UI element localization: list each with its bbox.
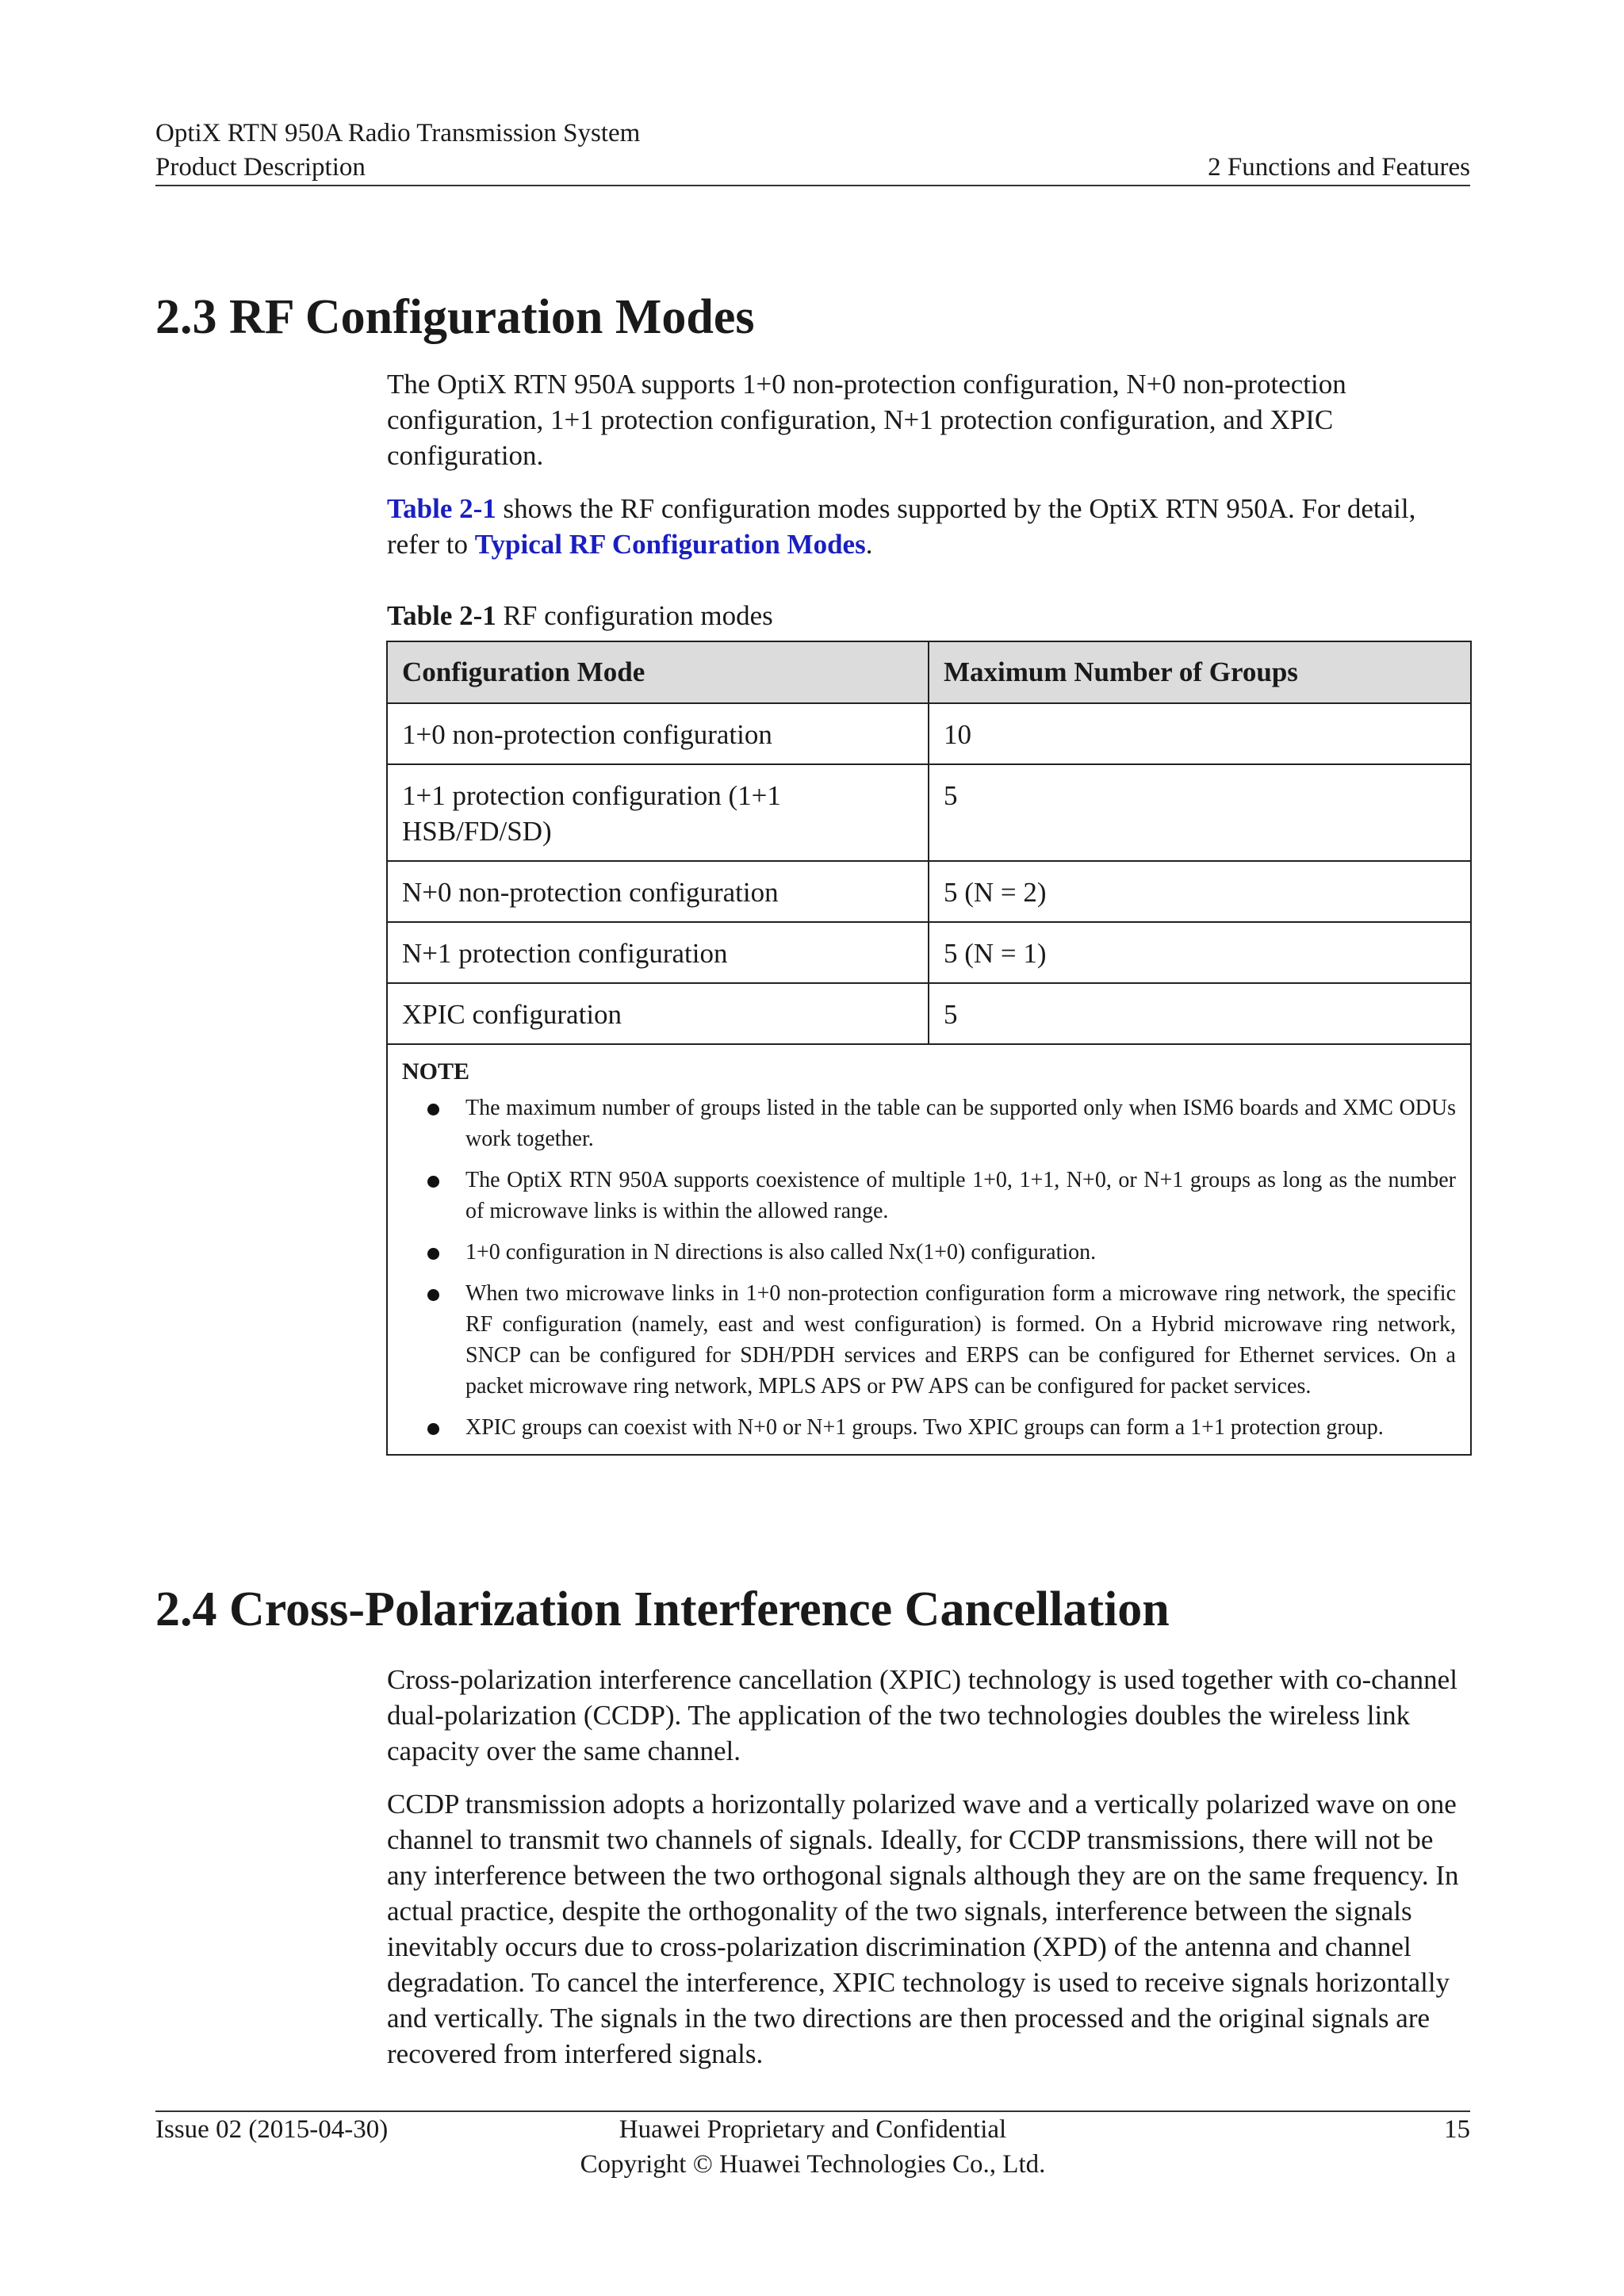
table-cell-groups: 5 [929, 983, 1471, 1044]
table-cell-mode: 1+0 non-protection configuration [387, 703, 929, 764]
table-cell-groups: 5 (N = 2) [929, 861, 1471, 922]
typical-rf-configuration-modes-link[interactable]: Typical RF Configuration Modes [474, 529, 866, 560]
header-row [155, 150, 1470, 185]
note-item: When two microwave links in 1+0 non-protection configuration form a microwave ring network, the specific RF configuration (namely, east and west configuration) is formed. On a Hybrid microwave ring network, SNCP can be configured for SDH/PDH services and ERPS can be configured for Ethernet services. On a packet microwave ring network, MPLS APS or PW APS can be configured for packet services. [402, 1278, 1456, 1402]
table-note-row [387, 1044, 1471, 1455]
table-cell-groups: 10 [929, 703, 1471, 764]
table-cell-mode: N+1 protection configuration [387, 922, 929, 983]
footer-copyright: Copyright © Huawei Technologies Co., Ltd. [580, 2150, 1046, 2179]
table-row [387, 764, 1471, 861]
table-cell-mode: N+0 non-protection configuration [387, 861, 929, 922]
note-item: 1+0 configuration in N directions is also called Nx(1+0) configuration. [402, 1237, 1456, 1268]
column-header-configuration-mode: Configuration Mode [387, 641, 929, 703]
table-header-row [387, 641, 1471, 703]
table-row [387, 983, 1471, 1044]
footer-confidential: Huawei Proprietary and Confidential [619, 2115, 1007, 2144]
table-row [387, 861, 1471, 922]
section-2-4-paragraph-2: CCDP transmission adopts a horizontally polarized wave and a vertically polarized wave on one channel to transmit two channels of signals. Ideally, for CCDP transmissions, there will not be any interference between the two orthogonal signals although they are on the same frequency. In actual practice, despite the orthogonality of the two signals, interference between the signals inevitably occurs due to cross-polarization discrimination (XPD) of the antenna and channel degradation. To cancel the interference, XPIC technology is used to receive signals horizontally and vertically. The signals in the two directions are then processed and the original signals are recovered from interfered signals. [387, 1789, 1459, 2069]
table-caption-text: RF configuration modes [496, 600, 773, 631]
note-item: XPIC groups can coexist with N+0 or N+1 groups. Two XPIC groups can form a 1+1 protection group. [402, 1412, 1456, 1443]
note-item: The OptiX RTN 950A supports coexistence of multiple 1+0, 1+1, N+0, or N+1 groups as long as the number of microwave links is within the allowed range. [402, 1165, 1456, 1226]
footer-issue: Issue 02 (2015-04-30) [155, 2115, 389, 2144]
header-doc-type: Product Description [155, 153, 366, 182]
header-divider [155, 185, 1470, 186]
section-2-4-title: 2.4 Cross-Polarization Interference Cancellation [155, 1582, 1170, 1636]
paragraph-text-end: . [865, 529, 873, 560]
paragraph-text: shows the RF configuration modes supported by the OptiX RTN 950A. For detail, refer to [387, 493, 1416, 560]
table-cell-groups: 5 [929, 764, 1471, 861]
header-chapter: 2 Functions and Features [1208, 153, 1470, 182]
section-2-4-paragraph-1: Cross-polarization interference cancellation (XPIC) technology is used together with co-channel dual-polarization (CCDP). The application of the two technologies doubles the wireless link capacity over the same channel. [387, 1664, 1457, 1766]
note-list [402, 1093, 1456, 1443]
table-caption [387, 598, 773, 633]
table-cell-mode: 1+1 protection configuration (1+1 HSB/FD/SD) [387, 764, 929, 861]
section-2-3-paragraph-1: The OptiX RTN 950A supports 1+0 non-protection configuration, N+0 non-protection configuration, 1+1 protection configuration, N+1 protection configuration, and XPIC configuration. [387, 369, 1346, 471]
note-title: NOTE [402, 1058, 470, 1085]
rf-configuration-table [386, 641, 1472, 1456]
section-2-3-paragraph-2 [387, 491, 1470, 562]
table-note [387, 1044, 1471, 1455]
table-cell-mode: XPIC configuration [387, 983, 929, 1044]
table-row [387, 922, 1471, 983]
table-row [387, 703, 1471, 764]
table-cell-groups: 5 (N = 1) [929, 922, 1471, 983]
section-2-3-title: 2.3 RF Configuration Modes [155, 290, 755, 344]
note-item: The maximum number of groups listed in the table can be supported only when ISM6 boards and XMC ODUs work together. [402, 1093, 1456, 1154]
footer-center [155, 2112, 1470, 2182]
table-2-1-link[interactable]: Table 2-1 [387, 493, 496, 524]
header-product: OptiX RTN 950A Radio Transmission System [155, 119, 641, 147]
column-header-maximum-groups: Maximum Number of Groups [929, 641, 1471, 703]
footer-page-number: 15 [1444, 2115, 1470, 2144]
table-caption-label: Table 2-1 [387, 600, 496, 631]
